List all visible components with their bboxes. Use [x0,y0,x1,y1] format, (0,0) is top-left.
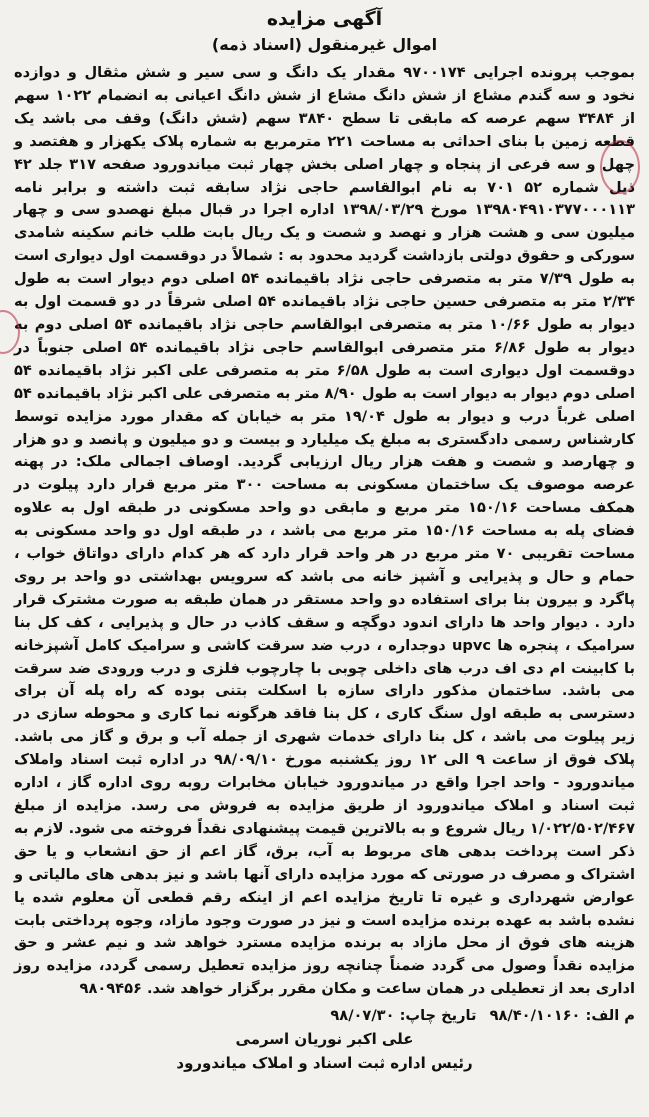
signer-name: علی اکبر نوریان اسرمی [235,1030,414,1049]
notice-subtitle: اموال غیرمنقول (اسناد ذمه) [211,35,438,54]
notice-title: آگهی مزایده [266,8,383,30]
signer-role: رئیس اداره ثبت اسناد و املاک میاندورود [176,1054,473,1073]
notice-meta [14,1005,635,1027]
print-date: تاریخ چاپ: ۹۸/۰۷/۳۰ [330,1007,477,1025]
notice-reference: م الف: ۹۸/۴۰/۱۰۱۶۰ [489,1007,635,1025]
notice-body: بموجب پرونده اجرایی ۹۷۰۰۱۷۴ مقدار یک دانگ و سی سیر و شش مثقال و دوازده نخود و سه گندم مشاع از شش دانگ مشاع از شش دانگ اعیانی به انضمام ۱۰۲۲ سهم از ۳۴۸۴ سهم عرصه که مابقی تا سطح ۳۸۴۰ سهم (شش دانگ) وقف می باشد یک قطعه زمین با بنای احداثی به مساحت ۲۲۱ مترمربع به شماره پلاک یکهزار و هفتصد و چهل و سه فرعی از پنجاه و چهار اصلی بخش چهار ثبت میاندورود صفحه ۳۱۷ جلد ۴۲ ذیل شماره ۵۲ ۷۰۱ به نام ابوالقاسم حاجی نژاد سابقه ثبت داشته و برابر نامه ۱۳۹۸۰۴۹۱۰۳۷۷۰۰۰۱۱۳ مورخ ۱۳۹۸/۰۳/۲۹ اداره اجرا در قبال مبلغ نهصدو سی و چهار میلیون سی و هشت هزار و نهصد و شصت و یک ریال بابت طلب خانم سکینه شامدی سورکی و حقوق دولتی بازداشت گردید محدود به : شمالاً در دوقسمت اول دیواری است به طول ۷/۳۹ متر به متصرفی حاجی نژاد باقیمانده ۵۴ اصلی دوم دیوار است به طول ۲/۳۴ متر به متصرفی حسین حاجی نژاد باقیمانده ۵۴ اصلی شرقاً در دو قسمت اول به دیوار به طول ۱۰/۶۶ متر به متصرفی ابوالقاسم حاجی نژاد باقیمانده ۵۴ اصلی دوم به دیوار به طول ۶/۸۶ متر متصرفی ابوالقاسم حاجی نژاد باقیمانده ۵۴ اصلی جنوباً در دوقسمت اول دیواری است به طول ۶/۵۸ متر به متصرفی علی اکبر نژاد باقیمانده ۵۴ اصلی دوم دیوار به دیوار است به طول ۸/۹۰ متر به متصرفی علی اکبر نژاد باقیمانده ۵۴ اصلی غرباً درب و دیوار به طول ۱۹/۰۴ متر به خیابان که مقدار مورد مزایده توسط کارشناس رسمی دادگستری به مبلغ یک میلیارد و بیست و دو میلیون و پانصد و دو هزار و چهارصد و شصت و هفت هزار ریال ارزیابی گردید. اوصاف اجمالی ملک: در پهنه عرصه موصوف یک ساختمان مسکونی به مساحت ۳۰۰ متر مربع قرار دارد پیلوت در همکف مساحت ۱۵۰/۱۶ متر مربع و مابقی دو واحد مسکونی در طبقه اول به علاوه فضای پله به مساحت ۱۵۰/۱۶ متر مربع می باشد ، در طبقه اول دو واحد مسکونی به مساحت تقریبی ۷۰ متر مربع در هر واحد قرار دارد که هر کدام دارای دواتاق خواب ، حمام و حال و پذیرایی و آشپز خانه می باشد که سرویس بهداشتی دو واحد بر روی پاگرد و بیرون بنا برای استفاده دو واحد مستقر در همان طبقه به صورت مشترک قرار دارد . دیوار واحد ها دارای اندود دوگچه و سقف کاذب در حال و پذیرایی ، کف کل بنا سرامیک ، پنجره ها upvc دوجداره ، درب ضد سرقت کاشی و سرامیک کامل آشپزخانه با کابینت ام دی اف درب های داخلی چوبی با چارچوب فلزی و درب ورودی ضد سرقت می باشد. ساختمان مذکور دارای سازه با اسکلت بتنی بوده که راه پله آن برای دسترسی به طبقه اول سنگ کاری ، کل بنا فاقد هرگونه نما کاری و محوطه سازی در زیر پیلوت می باشد ، کل بنا دارای خدمات شهری از جمله آب و برق و گاز می باشد. پلاک فوق از ساعت ۹ الی ۱۲ روز یکشنبه مورخ ۹۸/۰۹/۱۰ در اداره ثبت اسناد واملاک میاندورود - واحد اجرا واقع در میاندورود خیابان مخابرات روبه روی اداره گاز ، اداره ثبت اسناد و املاک میاندورود از طریق مزایده به فروش می رسد. مزایده از مبلغ ۱/۰۲۲/۵۰۲/۴۶۷ ریال شروع و به بالاترین قیمت پیشنهادی نقداً فروخته می شود. لازم به ذکر است پرداخت بدهی های مربوط به آب، برق، گاز اعم از حق انشعاب و یا حق اشتراک و مصرف در صورتی که مورد مزایده دارای آنها باشد و نیز بدهی های مالیاتی و عوارض شهرداری و غیره تا تاریخ مزایده اعم از اینکه رقم قطعی آن معلوم شده یا نشده باشد به عهده برنده مزایده است و نیز در صورت وجود مازاد، وجوه پرداختی بابت هزینه های فوق از محل مازاد به برنده مزایده مسترد خواهد شد و نیم عشر و حق مزایده نقداً وصول می گردد ضمناً چنانچه روز مزایده تعطیل رسمی گردد، مزایده روز اداری بعد از تعطیلی در همان ساعت و مکان مقرر برگزار خواهد شد. ۹۸۰۹۴۵۶ [14,64,636,998]
